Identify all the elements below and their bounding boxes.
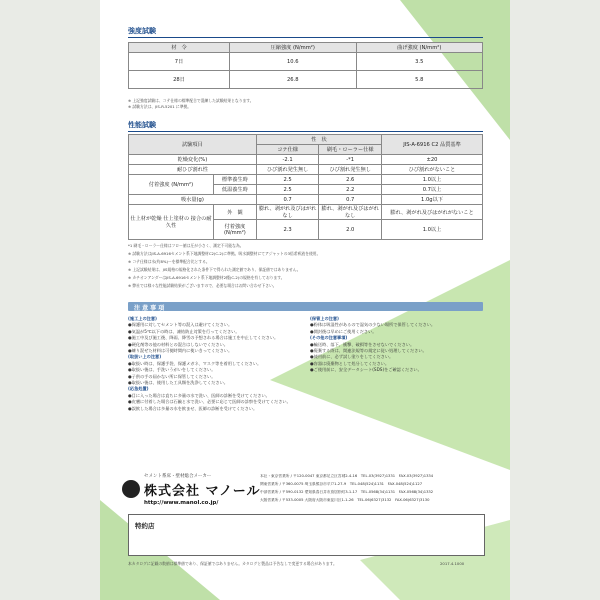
office-row: 関東営業所 / 〒360-0075 埼玉県熊谷市平戸1-27-9 TEL.048(524)1131 FAX.048(524)1127 <box>260 482 423 486</box>
performance-table <box>128 134 483 240</box>
strength-header-bending: 曲げ強度 (N/mm²) <box>356 43 483 53</box>
performance-cell: 2.6 <box>319 175 382 185</box>
table-row <box>129 165 483 175</box>
strength-cell: 3.5 <box>356 53 483 71</box>
performance-cell: 2.2 <box>319 185 382 195</box>
performance-cell: 2.5 <box>256 175 319 185</box>
performance-cell: 膨れ、剥がれ及びはがれがないこと <box>382 205 483 220</box>
office-row: 中部営業所 / 〒590-0132 愛知県春日井市鳥居松町3-1-17 TEL.0568(34)1131 FAX.0568(34)1332 <box>260 490 434 494</box>
strength-cell: 7日 <box>129 53 230 71</box>
caution-line: ●容器は廃棄物として処分してください。 <box>310 360 390 366</box>
performance-section-title: 性能試験 <box>128 120 483 132</box>
strength-table <box>128 42 483 89</box>
performance-cell: -2.1 <box>256 155 319 165</box>
performance-cell: 膨れ、剥がれ及びはがれなし <box>256 205 319 220</box>
table-row <box>129 53 483 71</box>
strength-note: ※ 試験方法は、JIS-R-5201 に準拠。 <box>128 104 192 109</box>
company-name: 株式会社 マノール <box>144 484 261 499</box>
table-row <box>129 155 483 165</box>
cautions-right-column <box>310 316 486 374</box>
performance-cell: 2.0 <box>319 220 382 240</box>
caution-heading: (その他の注意事項) <box>310 335 348 341</box>
dealer-label: 特約店 <box>135 522 155 530</box>
performance-cell: 2.3 <box>256 220 319 240</box>
performance-note: ※ 試験方法はJIS-A-6916セメント系下地調整材C2(C-2)に準拠。吸水調整材にてアジャットの3倍希釈液を使用。 <box>128 251 321 256</box>
caution-heading: (施工上の注意) <box>128 316 157 321</box>
performance-header-state: 性 状 <box>256 135 381 145</box>
caution-line: ●輸送時、落下、衝撃、破損等をさせないでください。 <box>310 341 415 347</box>
performance-cell: 仕上材が乾燥 仕上塗材の 接合の耐久性 <box>129 205 214 240</box>
caution-line: ●気温が5℃以下の時は、凍結防止対策を行ってください。 <box>128 328 240 334</box>
performance-note: ※ 弊社では様々な性能試験結果がございますので、必要な場合はお問い合わせ下さい。 <box>128 283 277 288</box>
performance-cell: 1.0以上 <box>382 220 483 240</box>
cautions-header-label: 注 意 事 項 <box>134 305 165 312</box>
performance-note: ※ 上記試験結果は、JIS規格の規格化された条件下で得られた測定値であり、保証値ではありません。 <box>128 267 301 272</box>
cautions-left-column <box>128 316 308 412</box>
dealer-box <box>128 514 485 556</box>
strength-note: ※ 上記強度試験は、コテ仕様の標準配合で混練した試験結果となります。 <box>128 98 254 103</box>
performance-note: ※ カチオンアンダーはJIS-A-6916セメント系下地調整材2種(C-2)の規格を有しております。 <box>128 275 285 280</box>
caution-line: ●取扱い後は、使用した工具類を洗浄してください。 <box>128 380 228 386</box>
performance-header-item: 試験項目 <box>129 135 257 155</box>
strength-header-compressive: 圧縮強度 (N/mm²) <box>230 43 357 53</box>
caution-line: ●取扱い後は、手洗いうがいをしてください。 <box>128 367 216 373</box>
performance-cell: -*1 <box>319 155 382 165</box>
strength-cell: 28日 <box>129 71 230 89</box>
table-row <box>129 175 483 185</box>
performance-cell: 乾燥変化(%) <box>129 155 257 165</box>
performance-cell: 0.7以上 <box>382 185 483 195</box>
table-row <box>129 195 483 205</box>
company-tagline: セメント系床・壁材総合メーカー <box>144 474 212 479</box>
caution-line: ●使用前に、必ず試し塗りをしてください。 <box>310 354 394 360</box>
company-url-link[interactable]: http://www.manol.co.jp/ <box>144 500 219 506</box>
caution-line: ●皮膚に付着した場合は石鹸と水で洗い、必要に応じて医師の診察を受けてください。 <box>128 399 291 405</box>
caution-line: ●誤飲した場合は多量の水を飲ませ、医師の診断を受けてください。 <box>128 405 258 411</box>
performance-note: *1 刷毛・ローラー仕様はフロー値は圧が小さく、測定不可能な為。 <box>128 243 244 248</box>
caution-line: ●施工中及び施工後、降雨、降雪の予想される場合は施工を中止してください。 <box>128 335 279 341</box>
caution-heading: (取扱い上の注意) <box>128 354 162 360</box>
performance-cell: ひび割れ発生無し <box>319 165 382 175</box>
performance-header-jis: JIS-A-6916 C2 品質基準 <box>382 135 483 155</box>
performance-cell: 0.7 <box>256 195 319 205</box>
performance-cell: 外 観 <box>213 205 256 220</box>
performance-cell: 付着強度 (N/mm²) <box>213 220 256 240</box>
performance-cell: 低温養生時 <box>213 185 256 195</box>
performance-cell: 1.0g以下 <box>382 195 483 205</box>
strength-cell: 26.8 <box>230 71 357 89</box>
caution-line: ●硬化剤等の他の材料との混合はしないでください。 <box>128 341 228 347</box>
performance-note: ※ コテ仕様は水(約8%)ーを標準配合比とする。 <box>128 259 210 264</box>
strength-header-age: 材 令 <box>129 43 230 53</box>
caution-line: ●粉体は吸湿性があるので湿気の少ない場所で保管してください。 <box>310 322 436 328</box>
document-page <box>100 0 510 600</box>
performance-cell: 2.5 <box>256 185 319 195</box>
office-row: 大阪営業所 / 〒533-0005 大阪府大阪市東淀川区1-1-26 TEL.06(6327)3132 FAX.06(6327)3130 <box>260 498 430 502</box>
performance-header-row <box>129 135 483 145</box>
performance-cell: 付着強度 (N/mm²) <box>129 175 214 195</box>
strength-header-row <box>129 43 483 53</box>
footer-date: 2017.4.1000 <box>440 561 465 566</box>
caution-line: ●開封後は早めにご使用ください。 <box>310 328 377 334</box>
performance-cell: 標準養生時 <box>213 175 256 185</box>
office-row: 本社・東京営業所 / 〒120-0047 東京都足立区宮城2-4-16 TEL.03(3927)1331 FAX.03(3927)1334 <box>260 474 434 478</box>
performance-cell: 0.7 <box>319 195 382 205</box>
performance-header-roller: 刷毛・ローラー仕様 <box>319 145 382 155</box>
caution-line: ●ご使用前に、安全データシート(SDS)をご確認ください。 <box>310 367 422 373</box>
table-row <box>129 71 483 89</box>
performance-cell: ひび割れ発生無し <box>256 165 319 175</box>
footer-note: 本カタログに記載の数値は標準値であり、保証値ではありません。カタログと製品は予告なしで変更する場合があります。 <box>128 561 337 566</box>
table-row <box>129 205 483 220</box>
performance-cell: 耐ひび割れ性 <box>129 165 257 175</box>
strength-cell: 10.6 <box>230 53 357 71</box>
performance-cell: ひび割れがないこと <box>382 165 483 175</box>
caution-line: ●保護用に対してセメント等の混入は避けてください。 <box>128 322 233 328</box>
caution-heading: (応急処置) <box>128 386 149 392</box>
cautions-header <box>128 302 483 311</box>
company-logo-icon <box>122 480 140 498</box>
caution-line: ●目に入った場合は直ちに多量の水で洗い、医師の診断を受けてください。 <box>128 392 270 398</box>
performance-cell: 膨れ、剥がれ及びはがれなし <box>319 205 382 220</box>
caution-line: ●廃棄する際は、関連法規等の規定に従い処理してください。 <box>310 348 427 354</box>
performance-cell: ±20 <box>382 155 483 165</box>
strength-cell: 5.8 <box>356 71 483 89</box>
performance-header-kote: コテ仕様 <box>256 145 319 155</box>
performance-cell: 1.0以上 <box>382 175 483 185</box>
strength-section-title: 強度試験 <box>128 26 483 38</box>
caution-line: ●練り混ぜた材料は可使時間内に使いきってください。 <box>128 348 233 354</box>
caution-line: ●取扱い時は、保護手袋、保護メガネ、マスク等を着用してください。 <box>128 360 262 366</box>
caution-heading: (保管上の注意) <box>310 316 339 321</box>
performance-cell: 吸水量(g) <box>129 195 257 205</box>
caution-line: ●子供の手の届かない所に保管してください。 <box>128 373 216 379</box>
